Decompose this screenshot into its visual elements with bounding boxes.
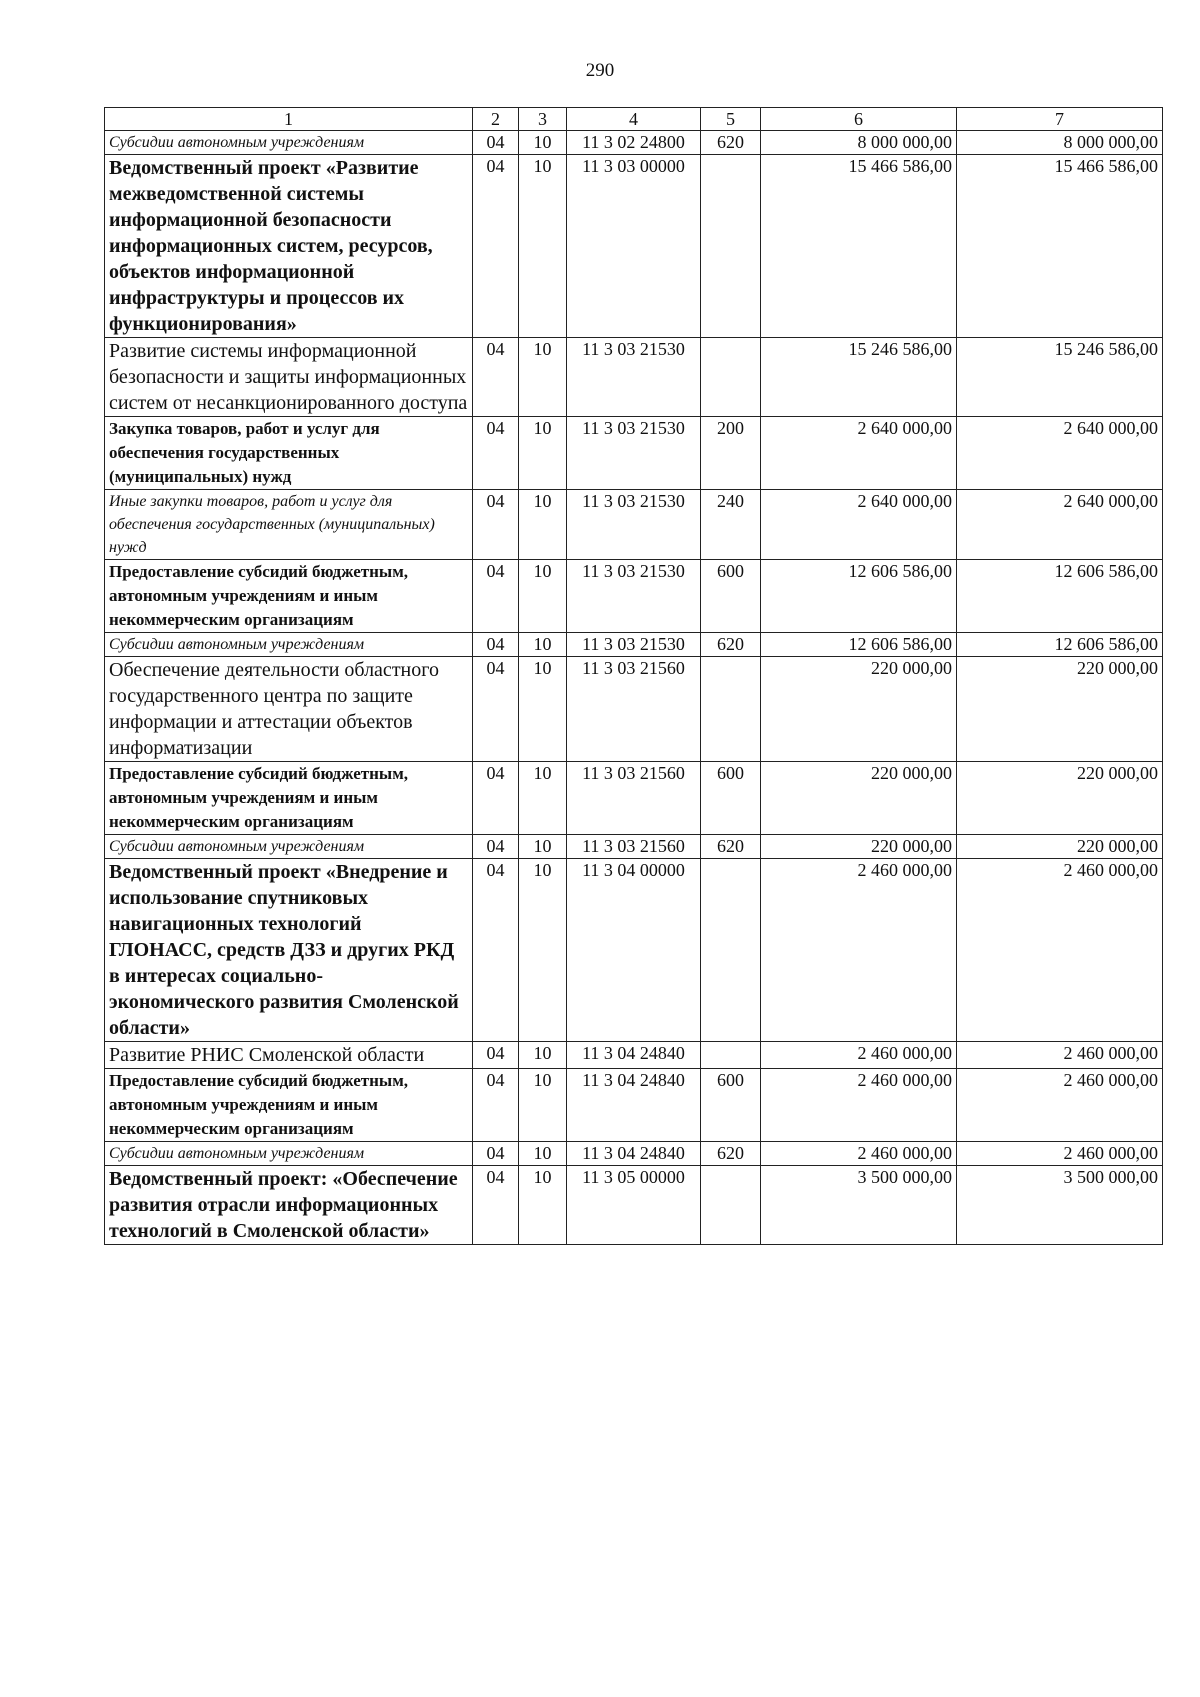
header-cell-1: 1 <box>105 108 473 131</box>
amount-col-6: 12 606 586,00 <box>761 633 957 657</box>
amount-col-6: 2 460 000,00 <box>761 1069 957 1142</box>
section-code: 04 <box>473 762 519 835</box>
amount-col-6: 220 000,00 <box>761 835 957 859</box>
item-name: Предоставление субсидий бюджетным, автономным учреждениям и иным некоммерческим организациям <box>105 1069 473 1142</box>
item-name: Субсидии автономным учреждениям <box>105 835 473 859</box>
amount-col-7: 220 000,00 <box>957 657 1163 762</box>
subsection-code: 10 <box>519 762 567 835</box>
amount-col-7: 12 606 586,00 <box>957 560 1163 633</box>
item-name: Развитие РНИС Смоленской области <box>105 1042 473 1069</box>
expense-type-code <box>701 859 761 1042</box>
header-cell-3: 3 <box>519 108 567 131</box>
expense-type-code: 240 <box>701 490 761 560</box>
amount-col-6: 220 000,00 <box>761 657 957 762</box>
target-article-code: 11 3 03 00000 <box>567 155 701 338</box>
target-article-code: 11 3 03 21530 <box>567 633 701 657</box>
amount-col-6: 2 640 000,00 <box>761 490 957 560</box>
section-code: 04 <box>473 1042 519 1069</box>
section-code: 04 <box>473 131 519 155</box>
subsection-code: 10 <box>519 417 567 490</box>
expense-type-code: 620 <box>701 633 761 657</box>
amount-col-7: 15 466 586,00 <box>957 155 1163 338</box>
table-row <box>105 560 1163 633</box>
table-row <box>105 1069 1163 1142</box>
table-row <box>105 1042 1163 1069</box>
page-number: 290 <box>585 60 615 81</box>
subsection-code: 10 <box>519 338 567 417</box>
expense-type-code <box>701 1166 761 1245</box>
expense-type-code <box>701 155 761 338</box>
subsection-code: 10 <box>519 633 567 657</box>
expense-type-code: 620 <box>701 131 761 155</box>
subsection-code: 10 <box>519 131 567 155</box>
table-row <box>105 1166 1163 1245</box>
amount-col-7: 15 246 586,00 <box>957 338 1163 417</box>
amount-col-7: 2 460 000,00 <box>957 1142 1163 1166</box>
expense-type-code: 600 <box>701 1069 761 1142</box>
table-row <box>105 657 1163 762</box>
amount-col-7: 3 500 000,00 <box>957 1166 1163 1245</box>
subsection-code: 10 <box>519 657 567 762</box>
expense-type-code: 200 <box>701 417 761 490</box>
table-row <box>105 155 1163 338</box>
expense-type-code <box>701 1042 761 1069</box>
section-code: 04 <box>473 633 519 657</box>
target-article-code: 11 3 03 21530 <box>567 338 701 417</box>
item-name: Предоставление субсидий бюджетным, автономным учреждениям и иным некоммерческим организациям <box>105 560 473 633</box>
section-code: 04 <box>473 859 519 1042</box>
section-code: 04 <box>473 1069 519 1142</box>
subsection-code: 10 <box>519 155 567 338</box>
amount-col-7: 8 000 000,00 <box>957 131 1163 155</box>
amount-col-6: 3 500 000,00 <box>761 1166 957 1245</box>
amount-col-6: 15 246 586,00 <box>761 338 957 417</box>
item-name: Субсидии автономным учреждениям <box>105 633 473 657</box>
item-name: Ведомственный проект «Развитие межведомственной системы информационной безопасности информационных систем, ресурсов, объектов информационной инфраструктуры и процессов их функционирования» <box>105 155 473 338</box>
table-row <box>105 633 1163 657</box>
target-article-code: 11 3 02 24800 <box>567 131 701 155</box>
table-row <box>105 417 1163 490</box>
amount-col-7: 2 640 000,00 <box>957 490 1163 560</box>
amount-col-6: 2 460 000,00 <box>761 859 957 1042</box>
amount-col-7: 2 460 000,00 <box>957 859 1163 1042</box>
item-name: Ведомственный проект: «Обеспечение развития отрасли информационных технологий в Смоленской области» <box>105 1166 473 1245</box>
target-article-code: 11 3 03 21530 <box>567 490 701 560</box>
subsection-code: 10 <box>519 1042 567 1069</box>
target-article-code: 11 3 03 21530 <box>567 560 701 633</box>
target-article-code: 11 3 03 21530 <box>567 417 701 490</box>
item-name: Субсидии автономным учреждениям <box>105 1142 473 1166</box>
expense-type-code <box>701 338 761 417</box>
expense-type-code: 600 <box>701 560 761 633</box>
target-article-code: 11 3 03 21560 <box>567 835 701 859</box>
amount-col-6: 2 460 000,00 <box>761 1042 957 1069</box>
amount-col-6: 8 000 000,00 <box>761 131 957 155</box>
header-row <box>105 108 1163 131</box>
section-code: 04 <box>473 560 519 633</box>
section-code: 04 <box>473 338 519 417</box>
amount-col-6: 2 460 000,00 <box>761 1142 957 1166</box>
subsection-code: 10 <box>519 1069 567 1142</box>
amount-col-7: 220 000,00 <box>957 835 1163 859</box>
amount-col-6: 15 466 586,00 <box>761 155 957 338</box>
target-article-code: 11 3 03 21560 <box>567 657 701 762</box>
subsection-code: 10 <box>519 835 567 859</box>
expense-type-code <box>701 657 761 762</box>
section-code: 04 <box>473 835 519 859</box>
section-code: 04 <box>473 155 519 338</box>
item-name: Развитие системы информационной безопасности и защиты информационных систем от несанкционированного доступа <box>105 338 473 417</box>
subsection-code: 10 <box>519 490 567 560</box>
expense-type-code: 600 <box>701 762 761 835</box>
subsection-code: 10 <box>519 560 567 633</box>
table-row <box>105 131 1163 155</box>
amount-col-6: 12 606 586,00 <box>761 560 957 633</box>
section-code: 04 <box>473 657 519 762</box>
table-row <box>105 490 1163 560</box>
table-row <box>105 762 1163 835</box>
target-article-code: 11 3 04 24840 <box>567 1142 701 1166</box>
expense-type-code: 620 <box>701 1142 761 1166</box>
amount-col-6: 2 640 000,00 <box>761 417 957 490</box>
item-name: Ведомственный проект «Внедрение и использование спутниковых навигационных технологий ГЛОНАСС, средств ДЗЗ и других РКД в интересах социально-экономического развития Смоленской области» <box>105 859 473 1042</box>
budget-table <box>104 107 1163 1245</box>
target-article-code: 11 3 04 24840 <box>567 1069 701 1142</box>
header-cell-7: 7 <box>957 108 1163 131</box>
amount-col-7: 2 640 000,00 <box>957 417 1163 490</box>
expense-type-code: 620 <box>701 835 761 859</box>
table-row <box>105 859 1163 1042</box>
target-article-code: 11 3 05 00000 <box>567 1166 701 1245</box>
amount-col-6: 220 000,00 <box>761 762 957 835</box>
item-name: Субсидии автономным учреждениям <box>105 131 473 155</box>
header-cell-4: 4 <box>567 108 701 131</box>
section-code: 04 <box>473 417 519 490</box>
section-code: 04 <box>473 490 519 560</box>
subsection-code: 10 <box>519 1142 567 1166</box>
item-name: Закупка товаров, работ и услуг для обеспечения государственных (муниципальных) нужд <box>105 417 473 490</box>
section-code: 04 <box>473 1142 519 1166</box>
subsection-code: 10 <box>519 859 567 1042</box>
table-row <box>105 835 1163 859</box>
target-article-code: 11 3 03 21560 <box>567 762 701 835</box>
header-cell-5: 5 <box>701 108 761 131</box>
section-code: 04 <box>473 1166 519 1245</box>
target-article-code: 11 3 04 00000 <box>567 859 701 1042</box>
table-row <box>105 338 1163 417</box>
amount-col-7: 2 460 000,00 <box>957 1069 1163 1142</box>
target-article-code: 11 3 04 24840 <box>567 1042 701 1069</box>
header-cell-6: 6 <box>761 108 957 131</box>
amount-col-7: 12 606 586,00 <box>957 633 1163 657</box>
amount-col-7: 220 000,00 <box>957 762 1163 835</box>
header-cell-2: 2 <box>473 108 519 131</box>
item-name: Предоставление субсидий бюджетным, автономным учреждениям и иным некоммерческим организациям <box>105 762 473 835</box>
item-name: Обеспечение деятельности областного государственного центра по защите информации и аттестации объектов информатизации <box>105 657 473 762</box>
item-name: Иные закупки товаров, работ и услуг для обеспечения государственных (муниципальных) нужд <box>105 490 473 560</box>
table-row <box>105 1142 1163 1166</box>
subsection-code: 10 <box>519 1166 567 1245</box>
amount-col-7: 2 460 000,00 <box>957 1042 1163 1069</box>
